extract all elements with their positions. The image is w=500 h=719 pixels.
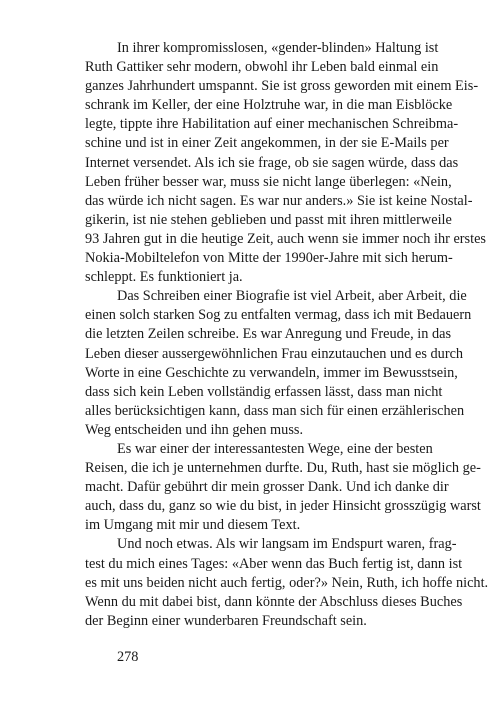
text-line: In ihrer kompromisslosen, «gender-blinden» Haltung ist	[117, 40, 439, 56]
text-line: einen solch starken Sog zu entfalten vermag, dass ich mit Bedauern	[85, 307, 472, 324]
text-line: das würde ich nicht sagen. Es war nur anders.» Sie ist keine Nostal-	[85, 192, 473, 209]
text-line: es mit uns beiden nicht auch fertig, oder?» Nein, Ruth, ich hoffe nicht.	[85, 574, 489, 591]
text-line: der Beginn einer wunderbaren Freundschaft sein.	[85, 612, 367, 629]
text-line: Weg entscheiden und ihn gehen muss.	[85, 421, 304, 438]
paragraph-4	[85, 535, 489, 630]
text-line: Leben früher besser war, muss sie nicht lange überlegen: «Nein,	[85, 173, 452, 190]
text-line: im Umgang mit mir und diesem Text.	[85, 517, 301, 534]
text-line: legte, tippte ihre Habilitation auf einer mechanischen Schreibma-	[85, 116, 459, 133]
text-line: Das Schreiben einer Biografie ist viel Arbeit, aber Arbeit, die	[117, 288, 467, 305]
text-line: alles berücksichtigen kann, dass man sich für einen erzählerischen	[85, 402, 465, 419]
text-line: test du mich eines Tages: «Aber wenn das Buch fertig ist, dann ist	[85, 555, 463, 572]
text-line: Wenn du mit dabei bist, dann könnte der Abschluss dieses Buches	[85, 593, 463, 610]
paragraph-3	[85, 440, 481, 535]
text-line: Nokia-Mobiltelefon von Mitte der 1990er-Jahre mit sich herum-	[85, 250, 453, 267]
paragraph-2	[85, 287, 472, 440]
text-line: ganzes Jahrhundert umspannt. Sie ist gross geworden mit einem Eis-	[85, 78, 479, 95]
text-line: dass sich kein Leben vollständig erfassen lässt, dass man nicht	[85, 383, 443, 400]
text-line: schine und ist in einer Zeit angekommen, in der sie E-Mails per	[85, 135, 449, 152]
text-line: Ruth Gattiker sehr modern, obwohl ihr Leben bald einmal ein	[85, 59, 439, 76]
text-line: die letzten Zeilen schreibe. Es war Anregung und Freude, in das	[85, 326, 452, 343]
body-text	[85, 39, 489, 631]
text-line: Reisen, die ich je unternehmen durfte. Du, Ruth, hast sie möglich ge-	[85, 460, 481, 477]
text-line: Worte in eine Geschichte zu verwandeln, immer im Bewusstsein,	[85, 364, 458, 381]
text-line: 93 Jahren gut in die heutige Zeit, auch wenn sie immer noch ihr erstes	[85, 230, 486, 247]
text-line: macht. Dafür gebührt dir mein grosser Dank. Und ich danke dir	[85, 479, 449, 496]
text-line: schrank im Keller, der eine Holztruhe war, in die man Eisblöcke	[85, 97, 453, 114]
paragraph-1	[85, 39, 486, 287]
text-line: Es war einer der interessantesten Wege, eine der besten	[117, 440, 433, 457]
text-line: Internet versendet. Als ich sie frage, ob sie sagen würde, dass das	[85, 154, 459, 171]
text-line: schleppt. Es funktioniert ja.	[85, 269, 243, 286]
text-line: auch, dass du, ganz so wie du bist, in jeder Hinsicht grosszügig warst	[85, 498, 481, 515]
text-line: Leben dieser aussergewöhnlichen Frau einzutauchen und es durch	[85, 345, 464, 362]
page-number: 278	[117, 649, 139, 665]
text-line: Und noch etwas. Als wir langsam im Endspurt waren, frag-	[117, 536, 457, 553]
text-line: gikerin, ist nie stehen geblieben und passt mit ihren mittlerweile	[85, 211, 452, 228]
